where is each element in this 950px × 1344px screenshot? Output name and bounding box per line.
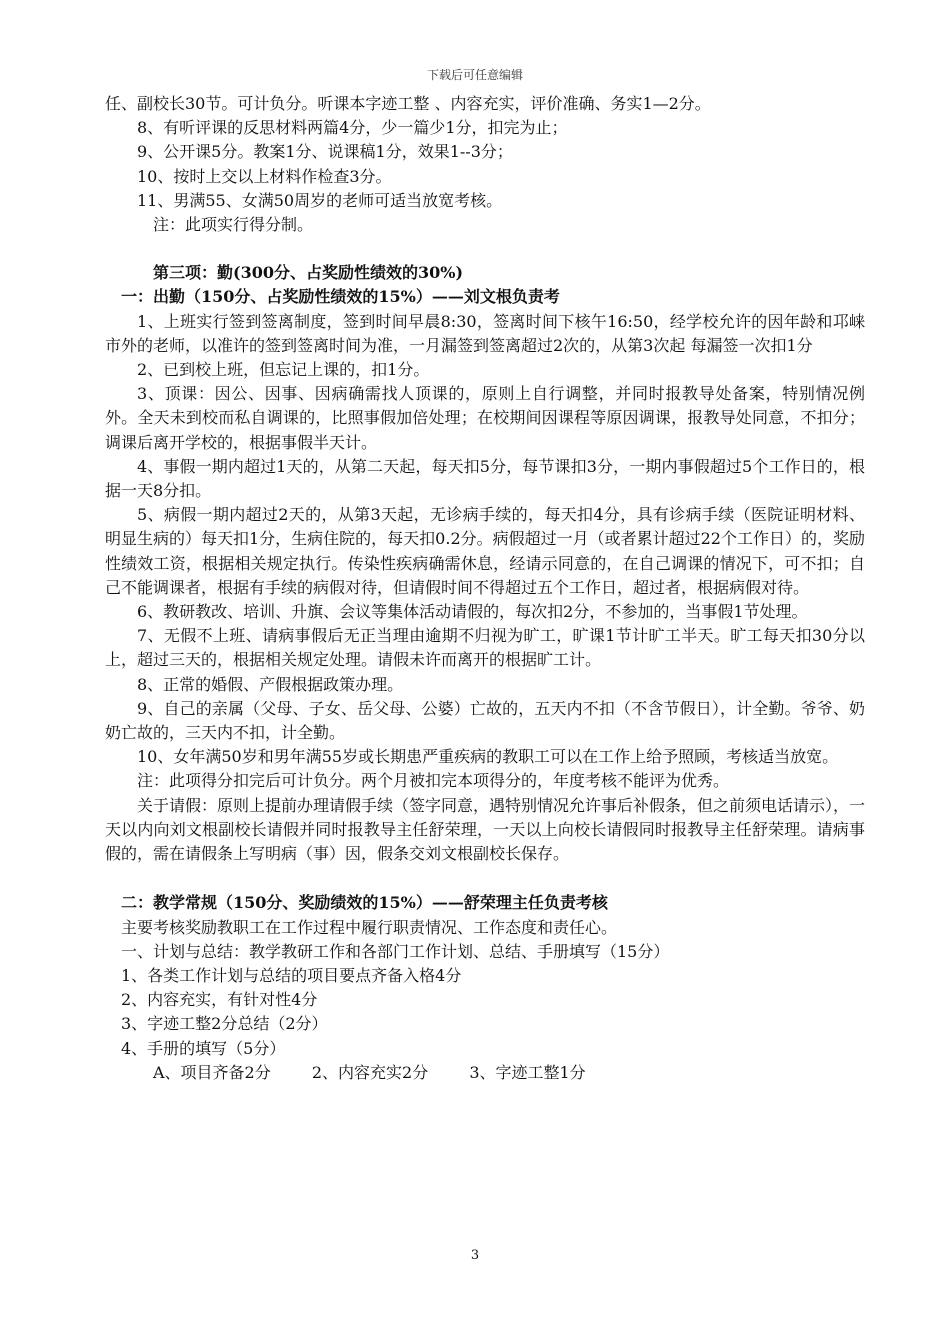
rule-item: 1、上班实行签到签离制度，签到时间早晨8:30，签离时间下核午16:50，经学校允许的因年龄和邛崃市外的老师，以准许的签到签离时间为准，一月漏签到签离超过2次的，从第3次起 每漏签一次扣1分: [105, 311, 865, 355]
scoring-option: A、项目齐备2分: [153, 1062, 271, 1082]
page-number: 3: [470, 1248, 480, 1263]
section-title: 二：教学常规（150分、奖励绩效的15%）——舒荣理主任负责考核: [121, 893, 608, 913]
document-body: [105, 92, 865, 1085]
leave-policy: 关于请假：原则上提前办理请假手续（签字同意，遇特别情况允许事后补假条，但之前须电话请示），一天以内向刘文根副校长请假并同时报教导主任舒荣理，一天以上向校长请假同时报教导主任舒荣理。请病事假的，需在请假条上写明病（事）因，假条交刘文根副校长保存。: [105, 795, 866, 864]
rule-item: 4、事假一期内超过1天的，从第二天起，每天扣5分，每节课扣3分，一期内事假超过5个工作日的，根据一天8分扣。: [105, 456, 865, 501]
section-subtitle: 一：出勤（150分、占奖励性绩效的15%）——刘文根负责考: [121, 287, 560, 307]
body-line: 一、计划与总结：教学教研工作和各部门工作计划、总结、手册填写（15分）: [121, 941, 670, 961]
body-line: 8、有听评课的反思材料两篇4分，少一篇少1分，扣完为止；: [137, 118, 568, 138]
rule-item: 7、无假不上班、请病事假后无正当理由逾期不归视为旷工，旷课1节计旷工半天。旷工每天扣30分以上，超过三天的，根据相关规定处理。请假未许而离开的根据旷工计。: [105, 626, 865, 670]
body-line: 4、手册的填写（5分）: [121, 1038, 286, 1058]
page-header-note: 下载后可任意编辑: [426, 68, 523, 82]
section-note: 注：此项实行得分制。: [153, 215, 314, 235]
rule-item: 3、顶课：因公、因事、因病确需找人顶课的，原则上自行调整，并同时报教导处备案，特别情况例外。全天未到校而私自调课的，比照事假加倍处理；在校期间因课程等原因调课，报教导处同意，不扣分；调课后离开学校的，根据事假半天计。: [105, 384, 865, 452]
rule-item: 8、正常的婚假、产假根据政策办理。: [137, 674, 404, 694]
scoring-option: 2、内容充实2分: [311, 1062, 429, 1082]
rule-item: 9、自己的亲属（父母、子女、岳父母、公婆）亡故的，五天内不扣（不含节假日），计全勤。爷爷、奶奶亡故的，三天内不扣，计全勤。: [105, 698, 865, 743]
body-line: 3、字迹工整2分总结（2分）: [121, 1014, 328, 1034]
scoring-options: [105, 1061, 865, 1085]
body-line: 2、内容充实，有针对性4分: [121, 990, 318, 1010]
body-line: 主要考核奖励教职工在工作过程中履行职责情况、工作态度和责任心。: [121, 917, 618, 937]
rule-item: 6、教研教改、培训、升旗、会议等集体活动请假的，每次扣2分，不参加的，当事假1节处理。: [137, 602, 808, 622]
scoring-option: 3、字迹工整1分: [469, 1062, 586, 1082]
body-line: 1、各类工作计划与总结的项目要点齐备入格4分: [121, 965, 462, 985]
body-line: 10、按时上交以上材料作检查3分。: [137, 166, 392, 186]
rule-item: 10、女年满50岁和男年满55岁或长期患严重疾病的教职工可以在工作上给予照顾，考核适当放宽。: [137, 747, 839, 767]
rule-item: 5、病假一期内超过2天的，从第3天起，无诊病手续的，每天扣4分，具有诊病手续（医院证明材料、明显生病的）每天扣1分，生病住院的，每天扣0.2分。病假超过一月（或者累计超过22个工作日）的，奖励性绩效工资，根据相关规定执行。传染性疾病确需休息，经请示同意的，在自己调课的情况下，可不扣；自己不能调课者，根据有手续的病假对待，但请假时间不得超过五个工作日，超过者，根据病假对待。: [105, 505, 865, 597]
body-line: 11、男满55、女满50周岁的老师可适当放宽考核。: [137, 190, 503, 210]
body-line: 任、副校长30节。可计负分。听课本字迹工整 、内容充实，评价准确、务实1—2分。: [105, 94, 711, 113]
rule-note: 注：此项得分扣完后可计负分。两个月被扣完本项得分的，年度考核不能评为优秀。: [137, 771, 730, 791]
section-title: 第三项：勤(300分、占奖励性绩效的30%): [153, 263, 464, 283]
body-line: 9、公开课5分。教案1分、说课稿1分，效果1--3分；: [137, 142, 513, 162]
rule-item: 2、已到校上班，但忘记上课的，扣1分。: [137, 360, 430, 380]
